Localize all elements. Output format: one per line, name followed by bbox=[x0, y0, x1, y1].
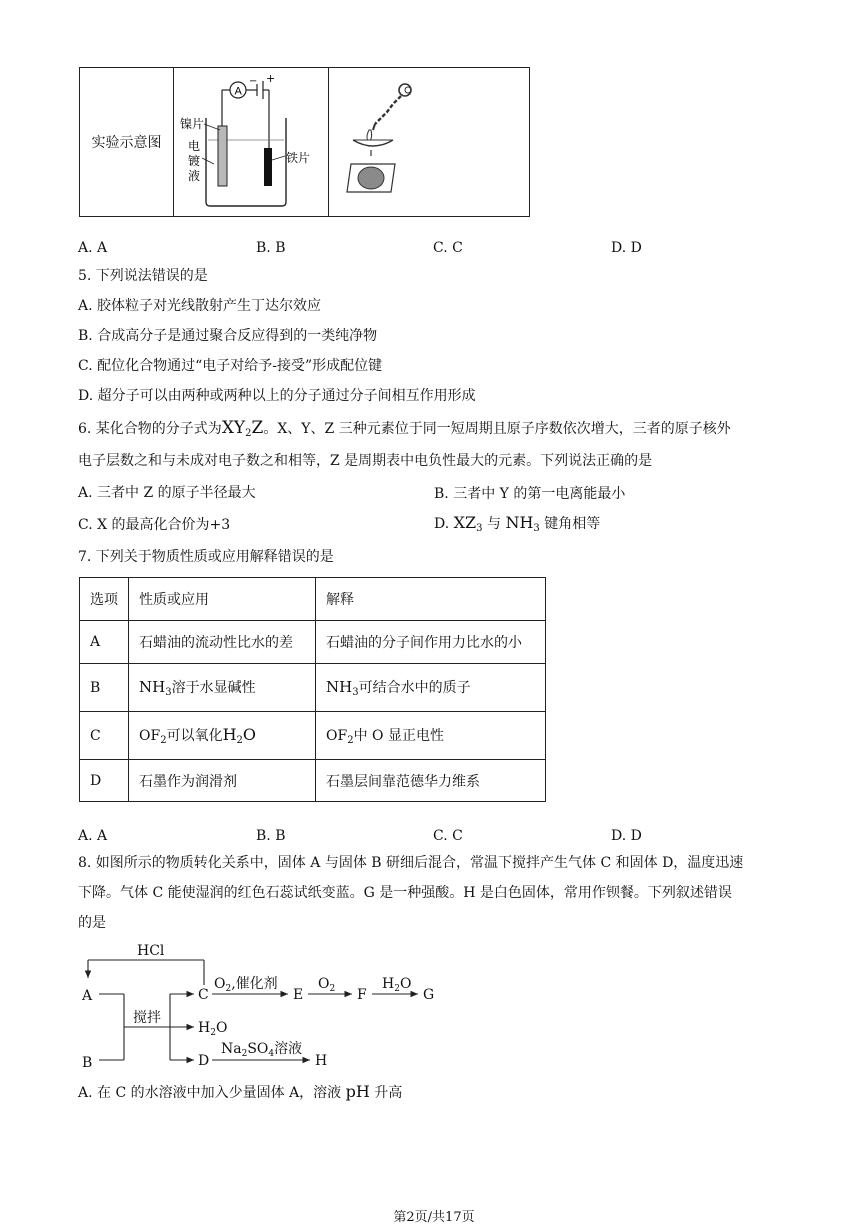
svg-text:H2O: $H_2O$ bbox=[198, 1020, 228, 1038]
q6-option-d: D. $XZ_3$ 与 $NH_3$ 键角相等 bbox=[434, 513, 601, 534]
label-ni: 镍片 bbox=[180, 117, 205, 131]
node-d: D bbox=[198, 1053, 210, 1069]
q8-option-a: A. 在 C 的水溶液中加入少量固体 A，溶液 pH 升高 bbox=[78, 1082, 403, 1101]
q6-option-c: C. X 的最高化合价为+3 bbox=[78, 517, 231, 533]
residue-icon bbox=[358, 167, 384, 189]
table-row: B $NH_3$溶于水显碱性 $NH_3$可结合水中的质子 bbox=[80, 664, 546, 712]
node-a: A bbox=[82, 988, 93, 1004]
q4-option-a: A. A bbox=[78, 240, 108, 256]
q8-stem-line1: 8. 如图所示的物质转化关系中，固体 A 与固体 B 研细后混合，常温下搅拌产生气体 C 和固体 D，温度迅速 bbox=[78, 855, 744, 871]
q4-burning-cell bbox=[329, 68, 530, 217]
q8-stem-line3: 的是 bbox=[78, 915, 106, 931]
svg-text:−: − bbox=[249, 76, 258, 87]
svg-text:镀: 镀 bbox=[188, 154, 201, 168]
q8-conversion-diagram bbox=[0, 938, 470, 1078]
q4-electroplating-cell bbox=[174, 68, 329, 217]
q7-header-option: 选项 bbox=[80, 578, 129, 621]
q7-option-b: B. B bbox=[256, 828, 286, 844]
table-row: D 石墨作为润滑剂 石墨层间靠范德华力维系 bbox=[80, 760, 546, 802]
dish-icon bbox=[353, 140, 393, 146]
q8-stem-line2: 下降。气体 C 能使湿润的红色石蕊试纸变蓝。G 是一种强酸。H 是白色固体，常用作钡餐。下列叙述错误 bbox=[78, 885, 732, 901]
q5-option-c: C. 配位化合物通过“电子对给予-接受”形成配位键 bbox=[78, 358, 383, 374]
q4-option-b: B. B bbox=[256, 240, 286, 256]
node-g: G bbox=[423, 987, 435, 1003]
spoon-burning-diagram bbox=[329, 68, 529, 212]
q6-option-b: B. 三者中 Y 的第一电离能最小 bbox=[434, 486, 626, 502]
table-row: C $OF_2$可以氧化$H_2O$ $OF_2$中 O 显正电性 bbox=[80, 712, 546, 760]
svg-text:O2,催化剂: $O_2$,催化剂 bbox=[214, 976, 278, 994]
q5-option-d: D. 超分子可以由两种或两种以上的分子通过分子间相互作用形成 bbox=[78, 388, 476, 404]
svg-text:HCl: HCl bbox=[137, 943, 165, 959]
node-b: B bbox=[82, 1055, 93, 1071]
svg-text:H2O: $H_2O$ bbox=[382, 976, 412, 994]
svg-text:+: + bbox=[266, 72, 276, 85]
page-footer: 第2页/共17页 bbox=[393, 1210, 475, 1225]
table-row: A 石蜡油的流动性比水的差 石蜡油的分子间作用力比水的小 bbox=[80, 621, 546, 664]
svg-text:Na2SO4溶液: $Na_2SO_4$溶液 bbox=[221, 1041, 303, 1059]
q7-option-a: A. A bbox=[78, 828, 108, 844]
label-stir: 搅拌 bbox=[133, 1010, 161, 1026]
node-e: E bbox=[293, 987, 304, 1003]
q4-option-c: C. C bbox=[433, 240, 463, 256]
q7-header-property: 性质或应用 bbox=[129, 578, 316, 621]
q4-row-label: 实验示意图 bbox=[80, 68, 174, 217]
q6-stem: 6. 某化合物的分子式为$XY_2Z$。X、Y、Z 三种元素位于同一短周期且原子序数依次增大，三者的原子核外 bbox=[78, 418, 731, 439]
svg-text:液: 液 bbox=[188, 169, 201, 183]
label-fe: 铁片 bbox=[286, 151, 311, 165]
q5-stem: 5. 下列说法错误的是 bbox=[78, 268, 208, 284]
q7-option-d: D. D bbox=[611, 828, 642, 844]
q5-option-b: B. 合成高分子是通过聚合反应得到的一类纯净物 bbox=[78, 328, 378, 344]
electroplating-diagram bbox=[174, 68, 328, 212]
svg-text:O2: $O_2$ bbox=[318, 976, 336, 994]
ammeter-label: A bbox=[234, 85, 242, 98]
nickel-electrode bbox=[218, 126, 227, 186]
q6-option-a: A. 三者中 Z 的原子半径最大 bbox=[78, 485, 256, 501]
q7-table bbox=[79, 577, 546, 802]
q7-header-explanation: 解释 bbox=[316, 578, 546, 621]
q4-table bbox=[79, 67, 530, 217]
q4-option-d: D. D bbox=[611, 240, 642, 256]
node-c: C bbox=[198, 987, 209, 1003]
q6-stem-line2: 电子层数之和与未成对电子数之和相等，Z 是周期表中电负性最大的元素。下列说法正确的是 bbox=[78, 453, 653, 469]
node-f: F bbox=[357, 987, 367, 1003]
iron-electrode bbox=[264, 148, 272, 186]
svg-text:电: 电 bbox=[188, 139, 201, 153]
q7-option-c: C. C bbox=[433, 828, 463, 844]
q5-option-a: A. 胶体粒子对光线散射产生丁达尔效应 bbox=[78, 298, 322, 314]
node-h: H bbox=[315, 1053, 328, 1069]
q7-stem: 7. 下列关于物质性质或应用解释错误的是 bbox=[78, 549, 334, 565]
